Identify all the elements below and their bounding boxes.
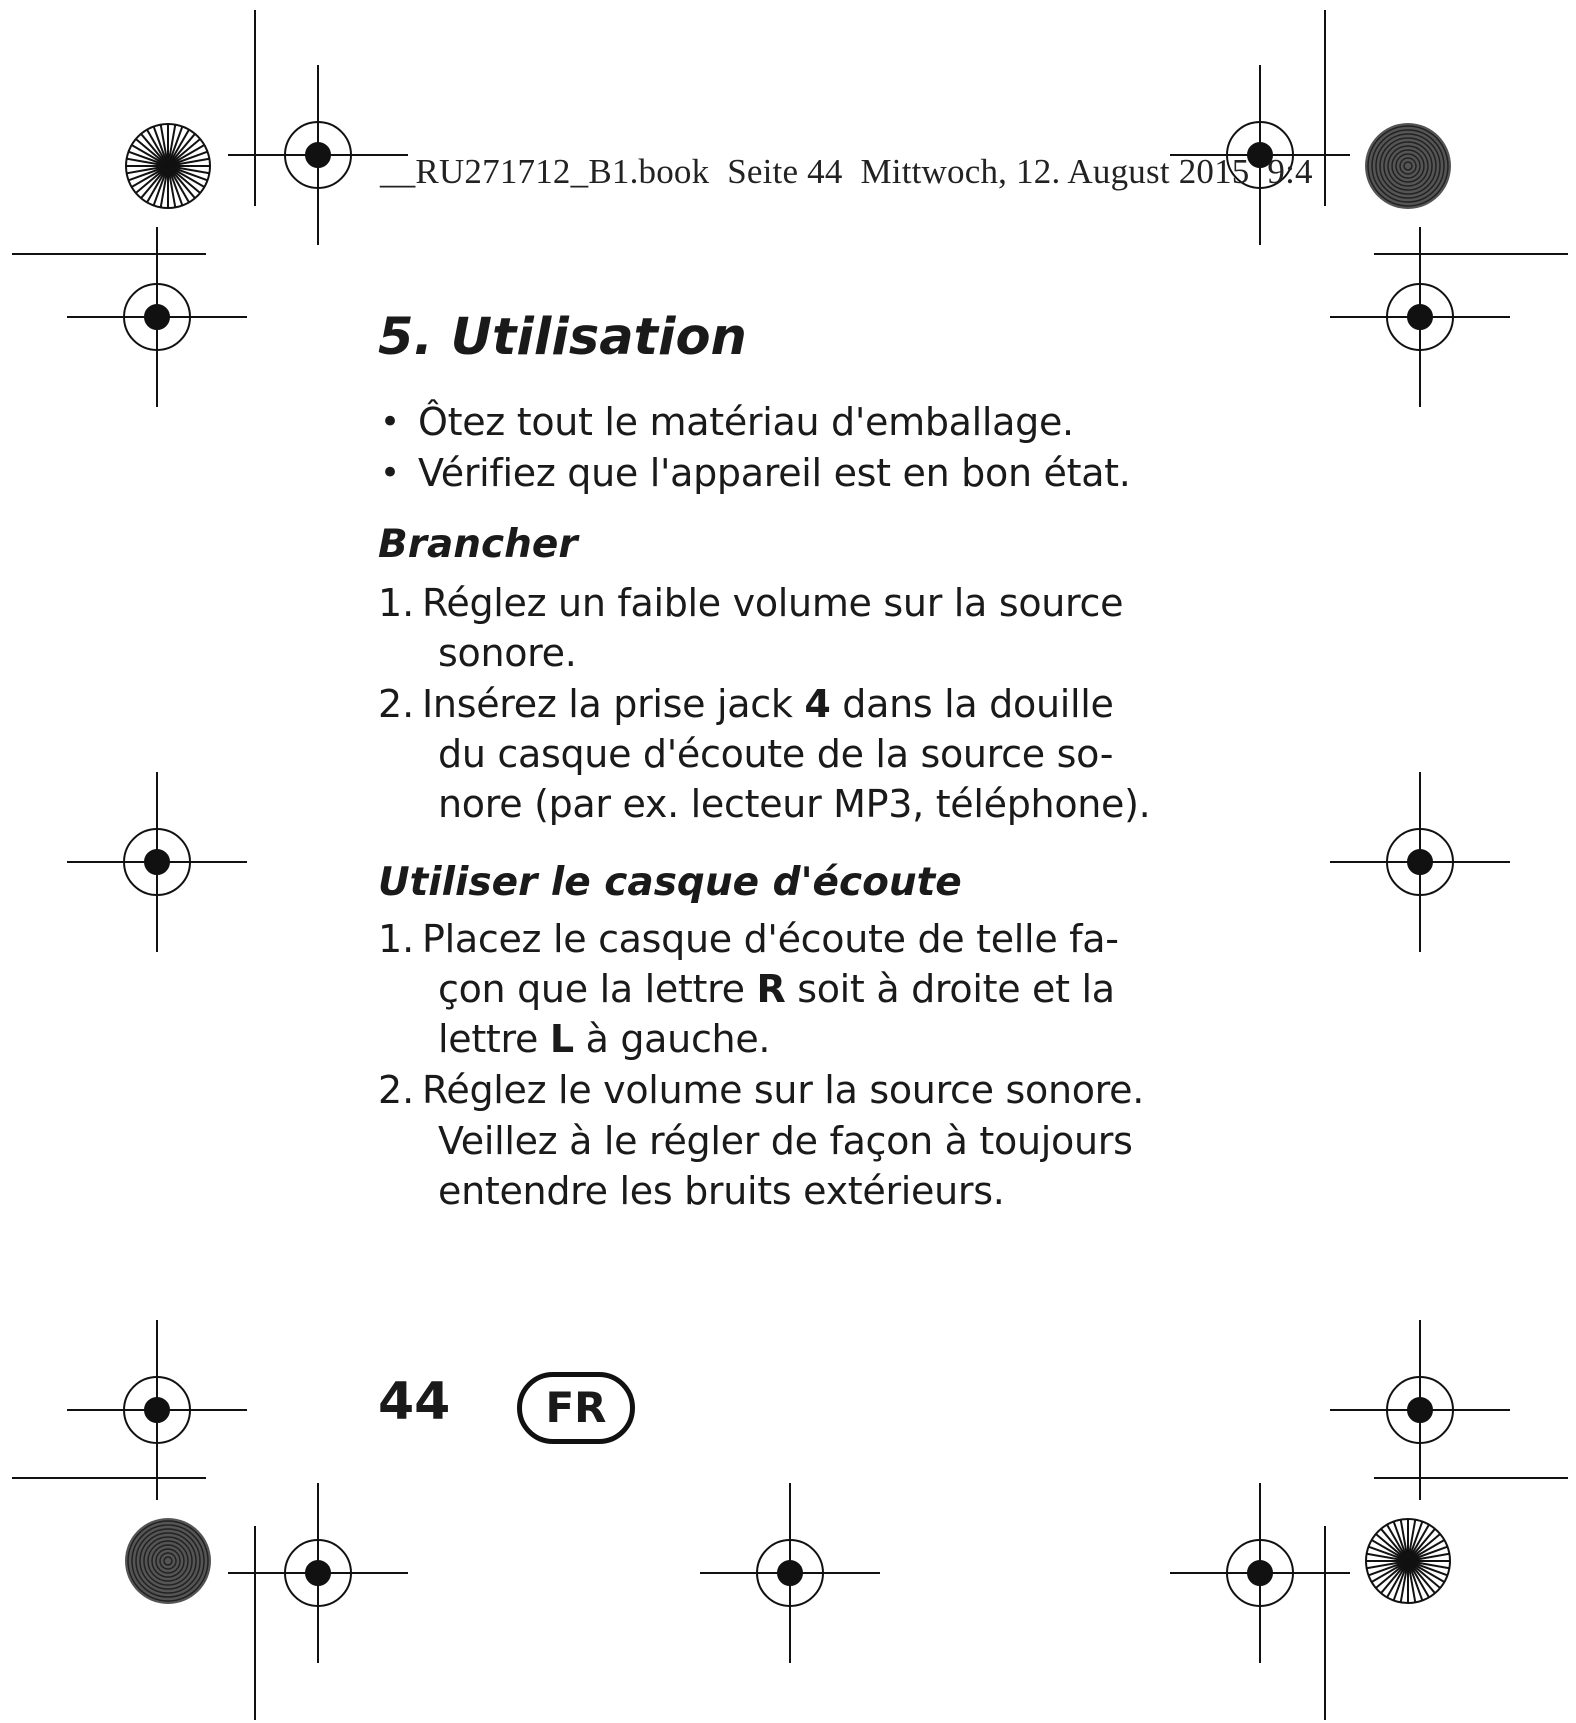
step-text-part: soit à droite et la	[785, 967, 1115, 1011]
step-text-part: dans la douille	[830, 682, 1114, 726]
section-title: 5. Utilisation	[378, 308, 747, 367]
subheading-brancher: Brancher	[378, 522, 578, 567]
page-number: 44	[378, 1372, 451, 1432]
step-text: Veillez à le régler de façon à toujours	[438, 1119, 1133, 1163]
color-wheel-icon	[1366, 1519, 1450, 1603]
step-text: Réglez le volume sur la source sonore.	[422, 1068, 1145, 1112]
subheading-utiliser: Utiliser le casque d'écoute	[378, 860, 962, 905]
step-text	[422, 679, 1114, 729]
step-text-part: Insérez la prise jack	[422, 682, 805, 726]
registration-mark-icon	[700, 1483, 880, 1663]
letter-l: L	[549, 1017, 574, 1061]
bullet-dot: •	[380, 402, 401, 442]
step-text	[438, 964, 1115, 1014]
print-slug: __RU271712_B1.book Seite 44 Mittwoch, 12. August 2015 9:4	[380, 152, 1313, 191]
color-wheel-icon	[1365, 123, 1451, 209]
color-wheel-icon	[126, 124, 210, 208]
step-text: entendre les bruits extérieurs.	[438, 1169, 1005, 1213]
bullet-dot: •	[380, 453, 401, 493]
step-text: nore (par ex. lecteur MP3, téléphone).	[438, 782, 1151, 826]
step-text: sonore.	[438, 631, 577, 675]
letter-r: R	[756, 967, 786, 1011]
step-text: du casque d'écoute de la source so-	[438, 732, 1114, 776]
part-reference-4: 4	[804, 682, 831, 726]
step-text-part: çon que la lettre	[438, 967, 757, 1011]
step-text-part: lettre	[438, 1017, 550, 1061]
color-wheel-icon	[125, 1518, 211, 1604]
step-text: Réglez un faible volume sur la source	[422, 581, 1124, 625]
registration-mark-icon	[1330, 772, 1510, 952]
language-badge: FR	[517, 1372, 635, 1444]
registration-mark-icon	[1170, 1483, 1350, 1663]
step-number: 1.	[378, 917, 415, 961]
step-number: 2.	[378, 682, 415, 726]
step-number: 2.	[378, 1068, 415, 1112]
registration-mark-icon	[67, 1320, 247, 1500]
registration-mark-icon	[1330, 1320, 1510, 1500]
step-text: Placez le casque d'écoute de telle fa-	[422, 917, 1119, 961]
bullet-item: Ôtez tout le matériau d'emballage.	[418, 400, 1074, 444]
registration-mark-icon	[67, 772, 247, 952]
step-text-part: à gauche.	[573, 1017, 771, 1061]
bullet-item: Vérifiez que l'appareil est en bon état.	[418, 451, 1131, 495]
step-text	[438, 1014, 770, 1064]
step-number: 1.	[378, 581, 415, 625]
